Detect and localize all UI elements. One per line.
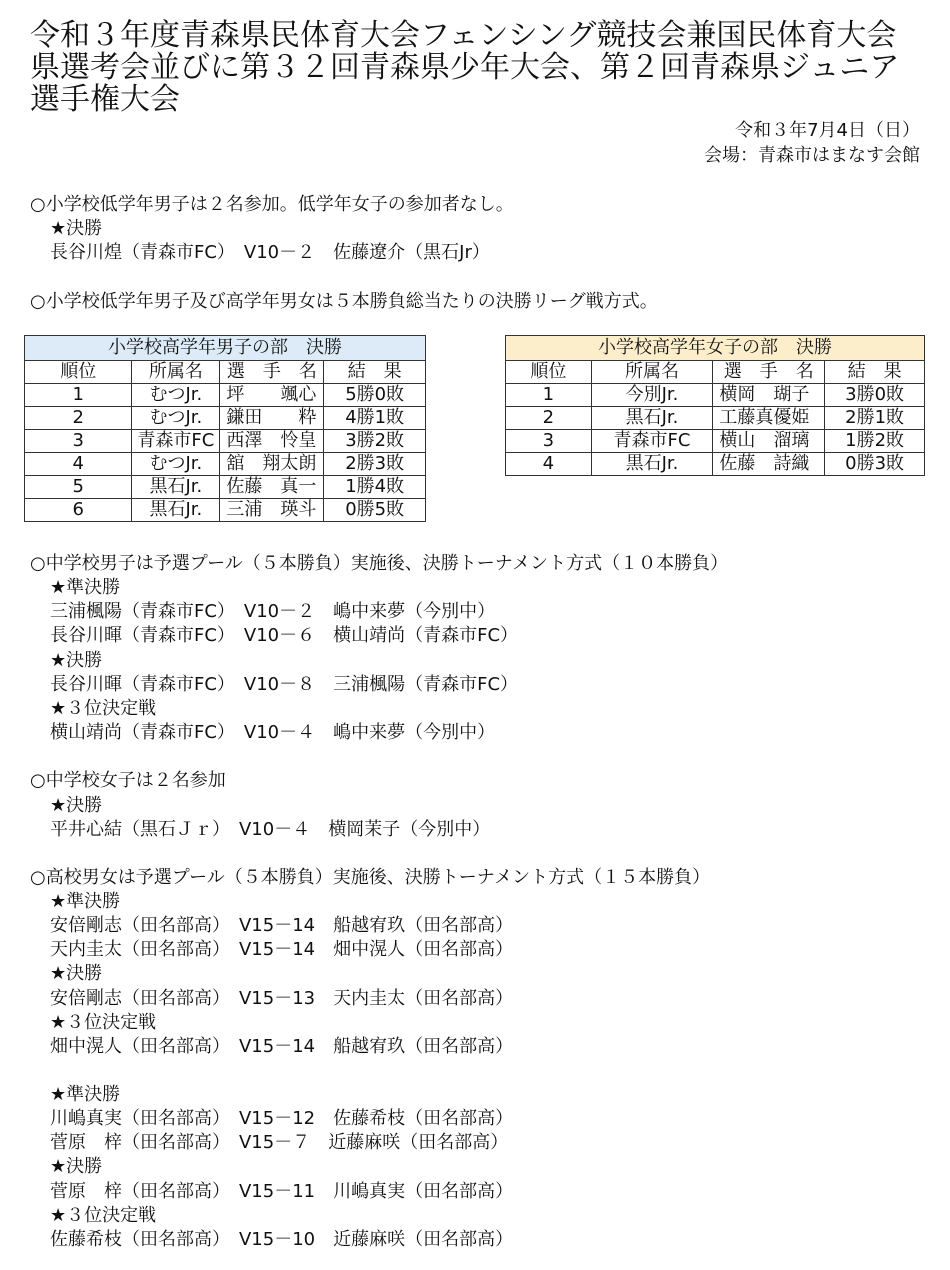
hs-girls-semi-label: ★準決勝: [50, 1084, 121, 1105]
team-cell: 黒石Jr.: [591, 407, 713, 430]
column-header: 選 手 名: [713, 361, 825, 384]
jh-girls-final-label: ★決勝: [50, 795, 103, 816]
player-cell: 鎌田 粋: [220, 407, 324, 430]
player-cell: 西澤 怜皇: [220, 430, 324, 453]
jh-girls-note: ○中学校女子は２名参加: [30, 770, 226, 791]
player-cell: 坪 颯心: [220, 384, 324, 407]
player-cell: 工藤真優姫: [713, 407, 825, 430]
table-row: [506, 407, 925, 430]
table-row: [25, 453, 426, 476]
record-cell: 1勝2敗: [825, 430, 925, 453]
rank-cell: 3: [25, 430, 132, 453]
jh-boys-note: ○中学校男子は予選プール（５本勝負）実施後、決勝トーナメント方式（１０本勝負）: [30, 553, 729, 574]
rank-cell: 1: [506, 384, 592, 407]
rank-cell: 5: [25, 476, 132, 499]
rank-cell: 4: [25, 453, 132, 476]
player-cell: 横岡 瑚子: [713, 384, 825, 407]
record-cell: 0勝3敗: [825, 453, 925, 476]
table-row: [25, 384, 426, 407]
league-note: ○小学校低学年男子及び高学年男女は５本勝負総当たりの決勝リーグ戦方式。: [30, 291, 658, 312]
jh-boys-final-label: ★決勝: [50, 650, 103, 671]
column-header: 結 果: [324, 361, 426, 384]
hs-boys-third: 畑中滉人（田名部高） V15－14 船越宥玖（田名部高）: [50, 1036, 514, 1057]
table-caption: 小学校高学年女子の部 決勝: [506, 336, 925, 361]
team-cell: むつJr.: [132, 453, 220, 476]
record-cell: 1勝4敗: [324, 476, 426, 499]
team-cell: 黒石Jr.: [132, 476, 220, 499]
team-cell: 青森市FC: [591, 430, 713, 453]
jh-boys-semi-label: ★準決勝: [50, 577, 121, 598]
team-cell: 黒石Jr.: [132, 499, 220, 522]
elem-low-note: ○小学校低学年男子は２名参加。低学年女子の参加者なし。: [30, 194, 514, 215]
hs-girls-third-label: ★３位決定戦: [50, 1205, 157, 1226]
player-cell: 佐藤 真一: [220, 476, 324, 499]
table-caption: 小学校高学年男子の部 決勝: [25, 336, 426, 361]
title-line: 選手権大会: [30, 82, 180, 117]
hs-girls-semi2: 菅原 梓（田名部高） V15－７ 近藤麻咲（田名部高）: [50, 1132, 509, 1153]
hs-girls-third: 佐藤希枝（田名部高） V15－10 近藤麻咲（田名部高）: [50, 1229, 514, 1250]
record-cell: 5勝0敗: [324, 384, 426, 407]
hs-boys-third-label: ★３位決定戦: [50, 1012, 157, 1033]
rank-cell: 3: [506, 430, 592, 453]
table-row: [25, 407, 426, 430]
hs-girls-semi1: 川嶋真実（田名部高） V15－12 佐藤希枝（田名部高）: [50, 1108, 514, 1129]
rank-cell: 4: [506, 453, 592, 476]
hs-boys-final-label: ★決勝: [50, 963, 103, 984]
player-cell: 佐藤 詩織: [713, 453, 825, 476]
elem-high-girls-table: [505, 335, 925, 476]
table-header-row: [506, 361, 925, 384]
table-row: [506, 430, 925, 453]
column-header: 順位: [506, 361, 592, 384]
rank-cell: 2: [25, 407, 132, 430]
team-cell: 黒石Jr.: [591, 453, 713, 476]
hs-boys-final: 安倍剛志（田名部高） V15－13 天内圭太（田名部高）: [50, 988, 514, 1009]
team-cell: むつJr.: [132, 407, 220, 430]
jh-boys-final: 長谷川暉（青森市FC） V10－８ 三浦楓陽（青森市FC）: [50, 674, 519, 695]
column-header: 所属名: [591, 361, 713, 384]
rank-cell: 6: [25, 499, 132, 522]
title-line: 令和３年度青森県民体育大会フェンシング競技会兼国民体育大会: [30, 18, 897, 53]
column-header: 結 果: [825, 361, 925, 384]
record-cell: 4勝1敗: [324, 407, 426, 430]
event-venue: 会場：青森市はまなす会館: [704, 145, 920, 166]
elem-low-final-result: 長谷川煌（青森市FC） V10－２ 佐藤遼介（黒石Jr）: [50, 242, 490, 263]
team-cell: 青森市FC: [132, 430, 220, 453]
team-cell: むつJr.: [132, 384, 220, 407]
table-header-row: [25, 361, 426, 384]
column-header: 所属名: [132, 361, 220, 384]
elem-high-boys-table: [24, 335, 426, 522]
title-line: 県選考会並びに第３２回青森県少年大会、第２回青森県ジュニア: [30, 50, 900, 85]
jh-boys-semi2: 長谷川暉（青森市FC） V10－６ 横山靖尚（青森市FC）: [50, 625, 519, 646]
record-cell: 3勝2敗: [324, 430, 426, 453]
record-cell: 2勝1敗: [825, 407, 925, 430]
rank-cell: 2: [506, 407, 592, 430]
table-row: [506, 453, 925, 476]
jh-boys-third-label: ★３位決定戦: [50, 698, 157, 719]
jh-boys-semi1: 三浦楓陽（青森市FC） V10－２ 嶋中来夢（今別中）: [50, 601, 496, 622]
rank-cell: 1: [25, 384, 132, 407]
record-cell: 3勝0敗: [825, 384, 925, 407]
hs-girls-final-label: ★決勝: [50, 1156, 103, 1177]
hs-note: ○高校男女は予選プール（５本勝負）実施後、決勝トーナメント方式（１５本勝負）: [30, 867, 711, 888]
player-cell: 横山 溜璃: [713, 430, 825, 453]
elem-low-final-label: ★決勝: [50, 218, 103, 239]
jh-girls-final: 平井心結（黒石Ｊｒ） V10－４ 横岡茉子（今別中）: [50, 819, 491, 840]
column-header: 選 手 名: [220, 361, 324, 384]
page-title: [30, 20, 930, 116]
record-cell: 2勝3敗: [324, 453, 426, 476]
jh-boys-third: 横山靖尚（青森市FC） V10－４ 嶋中来夢（今別中）: [50, 722, 496, 743]
hs-boys-semi1: 安倍剛志（田名部高） V15－14 船越宥玖（田名部高）: [50, 915, 514, 936]
player-cell: 舘 翔太朗: [220, 453, 324, 476]
player-cell: 三浦 瑛斗: [220, 499, 324, 522]
record-cell: 0勝5敗: [324, 499, 426, 522]
hs-boys-semi-label: ★準決勝: [50, 891, 121, 912]
hs-boys-semi2: 天内圭太（田名部高） V15－14 畑中滉人（田名部高）: [50, 939, 514, 960]
event-date: 令和３年7月4日（日）: [735, 120, 920, 141]
team-cell: 今別Jr.: [591, 384, 713, 407]
hs-girls-final: 菅原 梓（田名部高） V15－11 川嶋真実（田名部高）: [50, 1181, 514, 1202]
table-row: [25, 499, 426, 522]
table-row: [506, 384, 925, 407]
table-row: [25, 476, 426, 499]
column-header: 順位: [25, 361, 132, 384]
table-row: [25, 430, 426, 453]
